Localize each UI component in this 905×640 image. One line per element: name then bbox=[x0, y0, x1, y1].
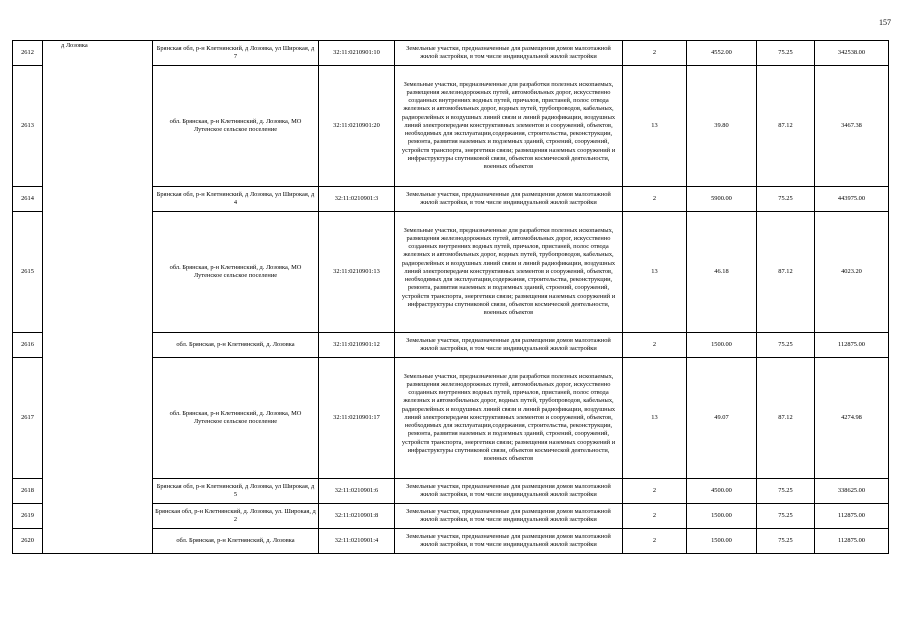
cell-group: 13 bbox=[623, 212, 687, 333]
cell-no: 2614 bbox=[13, 187, 43, 212]
cell-purpose: Земельные участки, предназначенные для разработки полезных ископаемых, размещения железнодорожных путей, автомобильных дорог, искусственно созданных внутренних водных путей, причалов, пристаней, полос отвода железных и автомобильных дорог, водных путей, трубопроводов, кабельных, радиорелейных и воздушных линий связи и линий радиофикации, воздушных линий электропередачи конструктивных элементов и сооружений, объектов, необходимых для эксплуатации,содержания, строительства, реконструкции, ремонта, развития наземных и подземных зданий, строений, сооружений, устройств транспорта, энергетики связи; размещения наземных сооружений и инфраструктуры спутниковой связи, объектов космической деятельности, военных объектов bbox=[395, 212, 623, 333]
cell-group: 2 bbox=[623, 41, 687, 66]
cell-rate: 87.12 bbox=[757, 66, 815, 187]
cell-no: 2617 bbox=[13, 358, 43, 479]
cell-rate: 75.25 bbox=[757, 479, 815, 504]
cell-cadastral: 32:11:0210901:13 bbox=[319, 212, 395, 333]
cell-rate: 75.25 bbox=[757, 504, 815, 529]
cell-cadastral: 32:11:0210901:8 bbox=[319, 504, 395, 529]
cell-cadastral: 32:11:0210901:4 bbox=[319, 529, 395, 554]
cell-purpose: Земельные участки, предназначенные для размещения домов малоэтажной жилой застройки, в том числе индивидуальной жилой застройки bbox=[395, 333, 623, 358]
cell-address: Брянская обл, р-н Клетнянский, д Лозовка, ул Широкая, д 4 bbox=[153, 187, 319, 212]
cell-cadastral: 32:11:0210901:10 bbox=[319, 41, 395, 66]
cell-area: 1500.00 bbox=[687, 504, 757, 529]
cell-cadastral: 32:11:0210901:6 bbox=[319, 479, 395, 504]
cell-value: 112875.00 bbox=[815, 333, 889, 358]
cell-address: обл. Брянская, р-н Клетнянский, д. Лозовка, МО Лутенское сельское поселение bbox=[153, 66, 319, 187]
cell-purpose: Земельные участки, предназначенные для разработки полезных ископаемых, размещения железнодорожных путей, автомобильных дорог, искусственно созданных внутренних водных путей, причалов, пристаней, полос отвода железных и автомобильных дорог, водных путей, трубопроводов, кабельных, радиорелейных и воздушных линий связи и линий радиофикации, воздушных линий электропередачи конструктивных элементов и сооружений, объектов, необходимых для эксплуатации,содержания, строительства, реконструкции, ремонта, развития наземных и подземных зданий, строений, сооружений, устройств транспорта, энергетики связи; размещения наземных сооружений и инфраструктуры спутниковой связи, объектов космической деятельности, военных объектов bbox=[395, 66, 623, 187]
cell-address: Брянская обл, р-н Клетнянский, д. Лозовка, ул. Широкая, д 2 bbox=[153, 504, 319, 529]
cell-purpose: Земельные участки, предназначенные для размещения домов малоэтажной жилой застройки, в том числе индивидуальной жилой застройки bbox=[395, 41, 623, 66]
cell-address: обл. Брянская, р-н Клетнянский, д. Лозовка, МО Лутенское сельское поселение bbox=[153, 212, 319, 333]
cell-group: 2 bbox=[623, 504, 687, 529]
cell-address: Брянская обл, р-н Клетнянский, д Лозовка, ул Широкая, д 7 bbox=[153, 41, 319, 66]
cell-value: 338625.00 bbox=[815, 479, 889, 504]
cell-cadastral: 32:11:0210901:3 bbox=[319, 187, 395, 212]
cell-value: 342538.00 bbox=[815, 41, 889, 66]
cell-address: обл. Брянская, р-н Клетнянский, д. Лозовка, МО Лутенское сельское поселение bbox=[153, 358, 319, 479]
cell-address: обл. Брянская, р-н Клетнянский, д. Лозовка bbox=[153, 529, 319, 554]
cell-no: 2613 bbox=[13, 66, 43, 187]
cell-value: 4023.20 bbox=[815, 212, 889, 333]
cell-area: 4552.00 bbox=[687, 41, 757, 66]
cell-group: 2 bbox=[623, 529, 687, 554]
cell-area: 49.07 bbox=[687, 358, 757, 479]
cell-cadastral: 32:11:0210901:12 bbox=[319, 333, 395, 358]
cell-rate: 75.25 bbox=[757, 41, 815, 66]
cell-no: 2615 bbox=[13, 212, 43, 333]
table-row bbox=[13, 41, 889, 66]
cell-purpose: Земельные участки, предназначенные для размещения домов малоэтажной жилой застройки, в том числе индивидуальной жилой застройки bbox=[395, 529, 623, 554]
cell-rate: 75.25 bbox=[757, 333, 815, 358]
cell-rate: 75.25 bbox=[757, 187, 815, 212]
cell-value: 112875.00 bbox=[815, 529, 889, 554]
cell-group: 2 bbox=[623, 479, 687, 504]
cell-area: 39.80 bbox=[687, 66, 757, 187]
cell-area: 1500.00 bbox=[687, 529, 757, 554]
cell-rate: 75.25 bbox=[757, 529, 815, 554]
cadastral-value-table bbox=[12, 40, 889, 554]
cell-cadastral: 32:11:0210901:20 bbox=[319, 66, 395, 187]
cell-area: 1500.00 bbox=[687, 333, 757, 358]
cell-no: 2620 bbox=[13, 529, 43, 554]
cell-cadastral: 32:11:0210901:17 bbox=[319, 358, 395, 479]
cell-area: 4500.00 bbox=[687, 479, 757, 504]
cell-address: Брянская обл, р-н Клетнянский, д Лозовка, ул Широкая, д 5 bbox=[153, 479, 319, 504]
page-number: 157 bbox=[879, 18, 891, 27]
cell-no: 2612 bbox=[13, 41, 43, 66]
cell-value: 112875.00 bbox=[815, 504, 889, 529]
cell-purpose: Земельные участки, предназначенные для размещения домов малоэтажной жилой застройки, в том числе индивидуальной жилой застройки bbox=[395, 504, 623, 529]
cell-no: 2619 bbox=[13, 504, 43, 529]
cell-group: 2 bbox=[623, 333, 687, 358]
cell-rate: 87.12 bbox=[757, 358, 815, 479]
cell-purpose: Земельные участки, предназначенные для размещения домов малоэтажной жилой застройки, в том числе индивидуальной жилой застройки bbox=[395, 479, 623, 504]
cell-group: 2 bbox=[623, 187, 687, 212]
cell-rate: 87.12 bbox=[757, 212, 815, 333]
cell-no: 2618 bbox=[13, 479, 43, 504]
cell-purpose: Земельные участки, предназначенные для размещения домов малоэтажной жилой застройки, в том числе индивидуальной жилой застройки bbox=[395, 187, 623, 212]
cell-value: 3467.38 bbox=[815, 66, 889, 187]
cell-group: 13 bbox=[623, 66, 687, 187]
cell-value: 4274.98 bbox=[815, 358, 889, 479]
locality-cell: д Лозовка bbox=[43, 41, 153, 554]
cell-area: 46.18 bbox=[687, 212, 757, 333]
cell-area: 5900.00 bbox=[687, 187, 757, 212]
cell-group: 13 bbox=[623, 358, 687, 479]
cell-value: 443975.00 bbox=[815, 187, 889, 212]
cell-purpose: Земельные участки, предназначенные для разработки полезных ископаемых, размещения железнодорожных путей, автомобильных дорог, искусственно созданных внутренних водных путей, причалов, пристаней, полос отвода железных и автомобильных дорог, водных путей, трубопроводов, кабельных, радиорелейных и воздушных линий связи и линий радиофикации, воздушных линий электропередачи конструктивных элементов и сооружений, объектов, необходимых для эксплуатации,содержания, строительства, реконструкции, ремонта, развития наземных и подземных зданий, строений, сооружений, устройств транспорта, энергетики связи; размещения наземных сооружений и инфраструктуры спутниковой связи, объектов космической деятельности, военных объектов bbox=[395, 358, 623, 479]
cell-no: 2616 bbox=[13, 333, 43, 358]
cell-address: обл. Брянская, р-н Клетнянский, д. Лозовка bbox=[153, 333, 319, 358]
